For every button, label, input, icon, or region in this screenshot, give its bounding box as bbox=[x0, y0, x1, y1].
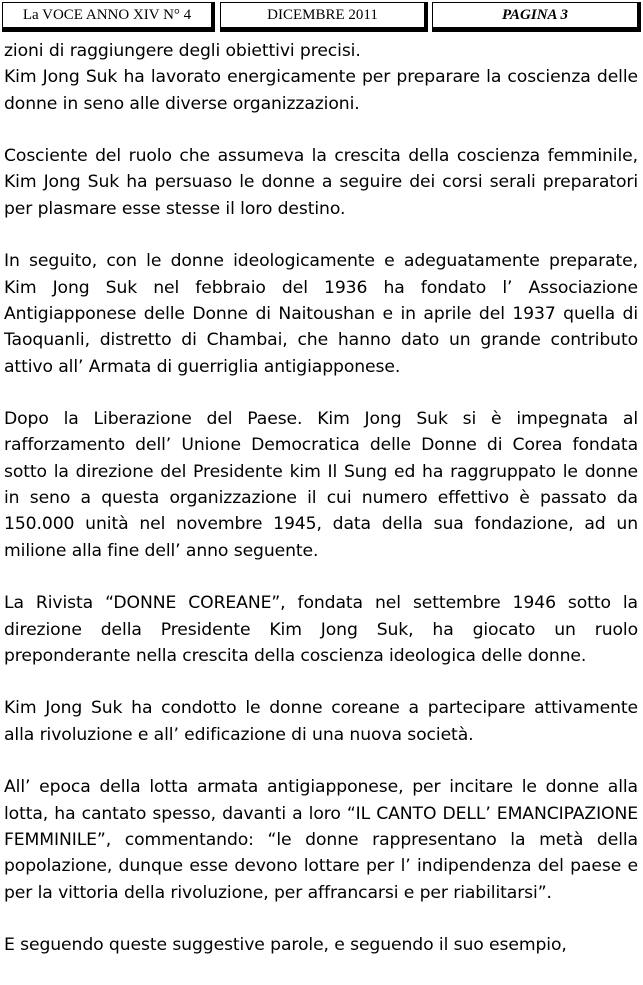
paragraph: zioni di raggiungere degli obiettivi precisi. bbox=[4, 41, 361, 61]
header-publication: La VOCE ANNO XIV N° 4 bbox=[2, 2, 215, 32]
header-page-number: PAGINA 3 bbox=[432, 2, 641, 32]
paragraph: Cosciente del ruolo che assumeva la crescita della coscienza femminile, Kim Jong Suk ha persuaso le donne a seguire dei corsi serali preparatori per plasmare esse stesse il loro destino. bbox=[4, 146, 638, 219]
paragraph: Kim Jong Suk ha lavorato energicamente per preparare la coscienza delle donne in seno alle diverse organizzazioni. bbox=[4, 67, 638, 114]
paragraph: Kim Jong Suk ha condotto le donne coreane a partecipare attivamente alla rivoluzione e all’ edificazione di una nuova società. bbox=[4, 698, 638, 745]
paragraph: All’ epoca della lotta armata antigiapponese, per incitare le donne alla lotta, ha cantato spesso, davanti a loro “IL CANTO DELL’ EMANCIPAZIONE FEMMINILE”, commentando: “le donne rappresentano la metà della popolazione, dunque esse devono lottare per l’ indipendenza del paese e per la vittoria della rivoluzione, per affrancarsi e per riabilitarsi”. bbox=[4, 777, 638, 903]
article-body bbox=[4, 38, 638, 985]
header-date: DICEMBRE 2011 bbox=[220, 2, 428, 32]
paragraph: Dopo la Liberazione del Paese. Kim Jong Suk si è impegnata al rafforzamento dell’ Unione Democratica delle Donne di Corea fondata sotto la direzione del Presidente kim Il Sung ed ha raggruppato le donne in seno a questa organizzazione il cui numero effettivo è passato da 150.000 unità nel novembre 1945, data della sua fondazione, ad un milione alla fine dell’ anno seguente. bbox=[4, 409, 638, 561]
page-header bbox=[0, 0, 643, 38]
paragraph: E seguendo queste suggestive parole, e seguendo il suo esempio, bbox=[4, 935, 567, 956]
paragraph: In seguito, con le donne ideologicamente e adeguatamente preparate, Kim Jong Suk nel febbraio del 1936 ha fondato l’ Associazione Antigiapponese delle Donne di Naitoushan e in aprile del 1937 quella di Taoquanli, distretto di Chambai, che hanno dato un grande contributo attivo all’ Armata di guerriglia antigiapponese. bbox=[4, 251, 638, 377]
paragraph: La Rivista “DONNE COREANE”, fondata nel settembre 1946 sotto la direzione della Presidente Kim Jong Suk, ha giocato un ruolo preponderante nella crescita della coscienza ideologica delle donne. bbox=[4, 593, 638, 666]
